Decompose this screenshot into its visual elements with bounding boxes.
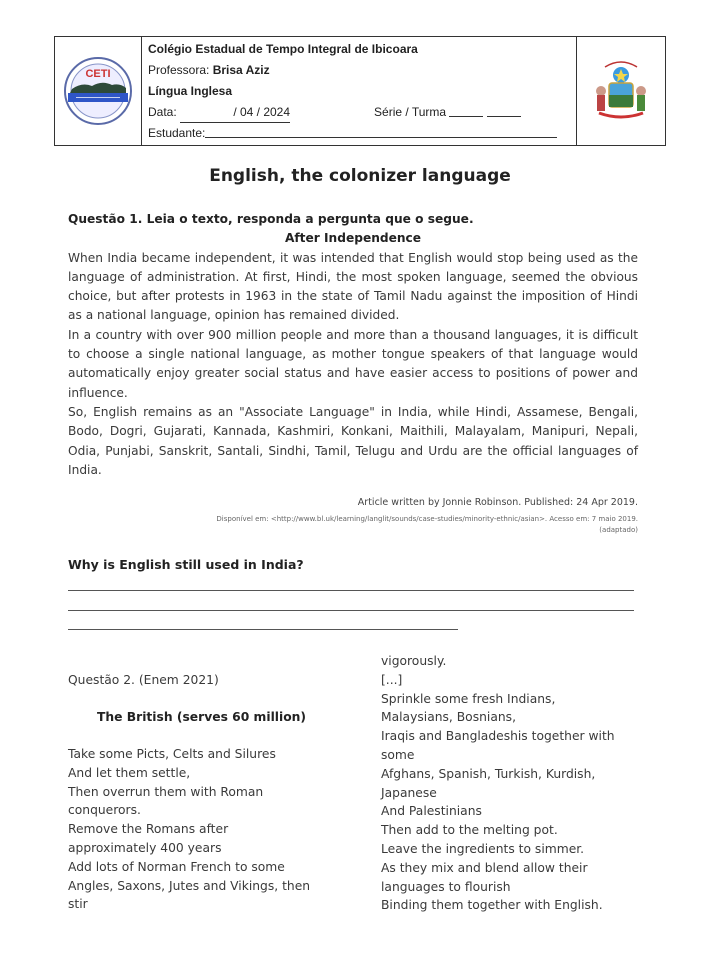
poem-line: some bbox=[381, 747, 415, 762]
subject: Língua Inglesa bbox=[148, 84, 233, 98]
school-name: Colégio Estadual de Tempo Integral de Ibicoara bbox=[148, 42, 418, 56]
poem-line: Angles, Saxons, Jutes and Vikings, then bbox=[68, 878, 311, 893]
poem-line: Remove the Romans after bbox=[68, 822, 229, 837]
poem-line: approximately 400 years bbox=[68, 840, 222, 855]
poem-line: Then add to the melting pot. bbox=[381, 823, 558, 838]
ceti-logo-icon bbox=[62, 55, 134, 127]
poem-line: stir bbox=[68, 897, 88, 912]
paragraph: So, English remains as an "Associate Language" in India, while Hindi, Assamese, Bengali, Bodo, Dogri, Gujarati, Kannada, Kashmiri, Konkani, Maithili, Malayalam, Manipuri, Nepali, Odia, Punjabi, Sanskrit, Santali, Sindhi, Tamil, Telugu and Urdu are the official languages of India. bbox=[68, 404, 638, 477]
poem-line: Sprinkle some fresh Indians, bbox=[381, 691, 556, 706]
serie-field[interactable] bbox=[449, 102, 483, 117]
teacher-label: Professora: bbox=[148, 63, 210, 77]
header-info bbox=[142, 37, 576, 145]
coat-of-arms-icon bbox=[589, 53, 653, 129]
poem-line: As they mix and blend allow their bbox=[381, 860, 588, 875]
paragraph: In a country with over 900 million people and more than a thousand languages, it is difficult to choose a single national language, as mother tongue speakers of that language would automatically enjoy greater social status and have easier access to positions of power and influence. bbox=[68, 327, 638, 400]
date-field[interactable]: / 04 / 2024 bbox=[180, 102, 290, 123]
question-1-heading: Questão 1. Leia o texto, responda a pergunta que o segue. bbox=[68, 212, 474, 226]
text-title: After Independence bbox=[284, 231, 422, 246]
poem-left-column bbox=[68, 745, 310, 914]
turma-field[interactable] bbox=[487, 102, 521, 117]
student-row bbox=[148, 123, 570, 144]
source-url: Disponível em: <http://www.bl.uk/learning/langlit/sounds/case-studies/minority-ethnic/asian>. Acesso em: 7 maio 2019. bbox=[216, 515, 638, 523]
student-label: Estudante: bbox=[148, 126, 206, 140]
poem-line: vigorously. bbox=[381, 654, 447, 668]
poem-line: And let them settle, bbox=[68, 765, 191, 780]
question-2-heading: Questão 2. (Enem 2021) bbox=[68, 673, 219, 687]
answer-line[interactable] bbox=[68, 629, 458, 630]
poem-title: The British (serves 60 million) bbox=[97, 710, 307, 724]
poem-line: Add lots of Norman French to some bbox=[68, 859, 285, 874]
poem-line: And Palestinians bbox=[381, 804, 482, 819]
class-label: Série / Turma bbox=[374, 105, 447, 119]
date-row bbox=[148, 102, 570, 123]
source-reference bbox=[38, 514, 638, 536]
svg-text:CETI: CETI bbox=[85, 68, 111, 80]
answer-line[interactable] bbox=[68, 610, 634, 611]
poem-line: Japanese bbox=[381, 785, 437, 800]
poem-line: Afghans, Spanish, Turkish, Kurdish, bbox=[381, 766, 596, 781]
poem-line: [...] bbox=[381, 672, 403, 687]
question-1 bbox=[68, 210, 638, 480]
teacher-row bbox=[148, 60, 570, 81]
page-title: English, the colonizer language bbox=[209, 166, 511, 186]
citation: Article written by Jonnie Robinson. Published: 24 Apr 2019. bbox=[357, 497, 638, 508]
poem-line: Iraqis and Bangladeshis together with bbox=[381, 729, 615, 744]
paragraph: When India became independent, it was intended that English would stop being used as the language of administration. At first, Hindi, the most spoken language, seemed the obvious choice, but after protests in 1963 in the state of Tamil Nadu against the imposition of Hindi as a national language, opinion has remained divided. bbox=[68, 250, 638, 323]
header-table bbox=[54, 36, 666, 146]
poem-line: Leave the ingredients to simmer. bbox=[381, 841, 585, 856]
poem-line: Then overrun them with Roman bbox=[68, 784, 264, 799]
question-1-prompt: Why is English still used in India? bbox=[68, 557, 304, 572]
answer-line[interactable] bbox=[68, 590, 634, 591]
school-logo bbox=[55, 37, 142, 145]
poem-line: conquerors. bbox=[68, 803, 141, 818]
poem-line: Malaysians, Bosnians, bbox=[381, 710, 516, 725]
student-field[interactable] bbox=[205, 123, 557, 138]
teacher-name: Brisa Aziz bbox=[212, 63, 270, 77]
source-note: (adaptado) bbox=[599, 526, 638, 534]
poem-right-column bbox=[381, 652, 615, 915]
poem-line: languages to flourish bbox=[381, 879, 511, 894]
date-label: Data: bbox=[148, 105, 177, 119]
poem-line: Binding them together with English. bbox=[381, 898, 603, 913]
municipal-crest bbox=[576, 37, 665, 145]
poem-line: Take some Picts, Celts and Silures bbox=[68, 747, 276, 761]
